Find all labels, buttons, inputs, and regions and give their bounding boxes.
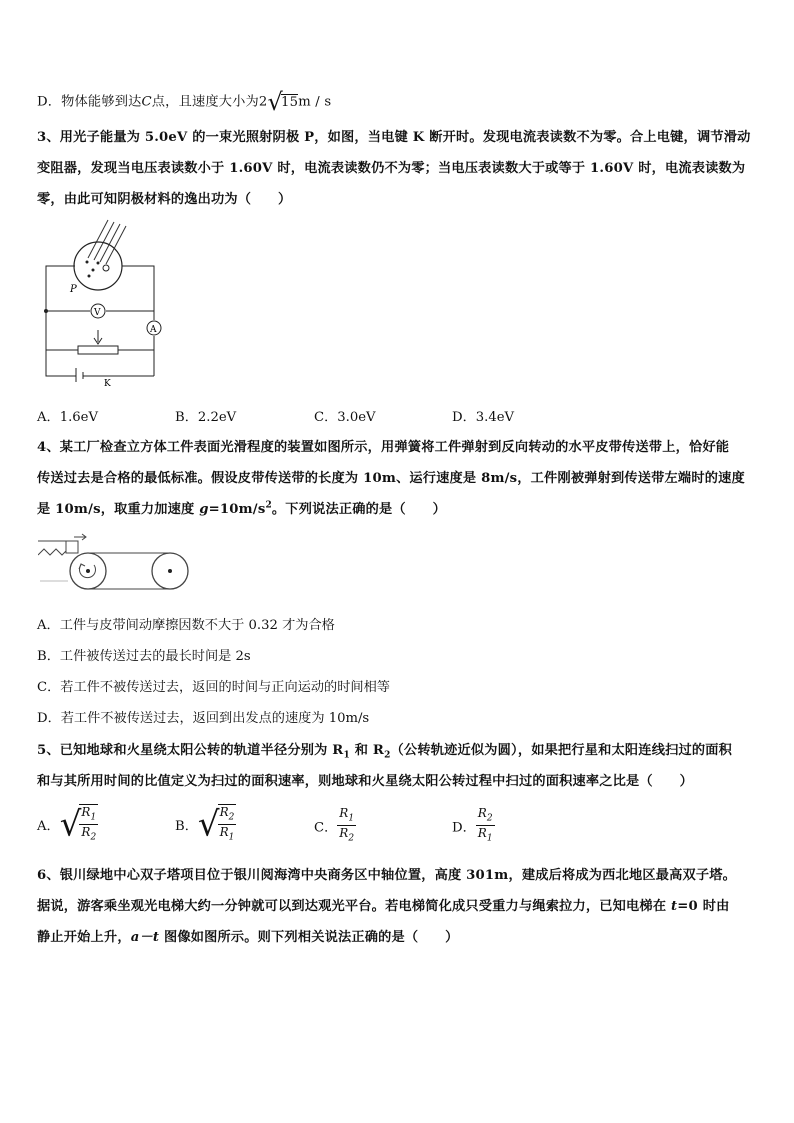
- q4-option-c: C．若工件不被传送过去，返回的时间与正向运动的时间相等: [37, 680, 390, 695]
- q2-option-d-coef: 2: [258, 94, 268, 110]
- conveyor-belt-diagram: [38, 533, 192, 593]
- q6-stem-line-3: 静止开始上升，a－t 图像如图所示。则下列相关说法正确的是（ ）: [37, 930, 459, 945]
- q2-option-d-radicand: 15: [281, 95, 299, 110]
- q2-option-d-prefix: D．物体能够到达: [37, 94, 142, 110]
- q5-stem-line-1: 5、已知地球和火星绕太阳公转的轨道半径分别为 $R_1$ 和 $R_2$（公转轨迹近似为圆），如果把行星和太阳连线扫过的面积: [37, 743, 733, 761]
- q5-option-c: C． $\frac{R_1}{R_2}$: [314, 806, 355, 844]
- label-a: A: [150, 325, 157, 335]
- q2-option-d-mid: 点，且速度大小为: [151, 94, 259, 110]
- q3-option-d: D．3.4eV: [452, 410, 515, 425]
- q4-option-a: A．工件与皮带间动摩擦因数不大于 0.32 才为合格: [37, 618, 335, 633]
- sqrt-symbol: √ $\frac{R_1}{R_2}$: [59, 804, 97, 845]
- q5-option-a: A．√ $\frac{R_1}{R_2}$: [37, 804, 97, 845]
- sqrt-symbol: √ $\frac{R_2}{R_1}$: [197, 804, 235, 845]
- q2-option-d-point: C: [141, 94, 152, 110]
- q4-stem-line-2: 传送过去是合格的最低标准。假设皮带传送带的长度为 10m、运行速度是 8m/s，工件刚被弹射到传送带左端时的速度: [37, 471, 745, 486]
- q3-option-c: C．3.0eV: [314, 410, 376, 425]
- label-v: V: [94, 308, 101, 318]
- q6-stem-line-2: 据说，游客乘坐观光电梯大约一分钟就可以到达观光平台。若电梯简化成只受重力与绳索拉力，已知电梯在 t=0 时由: [37, 899, 730, 914]
- q6-stem-line-1: 6、银川绿地中心双子塔项目位于银川阅海湾中央商务区中轴位置，高度 301m，建成后将成为西北地区最高双子塔。: [37, 868, 737, 883]
- q3-stem-line-1: 3、用光子能量为 5.0eV 的一束光照射阴极 P，如图，当电键 K 断开时。发现电流表读数不为零。合上电键，调节滑动: [37, 130, 751, 145]
- q2-option-d-unit: m / s: [298, 94, 332, 110]
- sqrt-symbol: √15: [267, 88, 299, 116]
- q3-option-b: B．2.2eV: [175, 410, 237, 425]
- q5-stem-line-2: 和与其所用时间的比值定义为扫过的面积速率，则地球和火星绕太阳公转过程中扫过的面积速率之比是（ ）: [37, 774, 693, 789]
- q5-option-b: B．√ $\frac{R_2}{R_1}$: [175, 804, 235, 845]
- q5-option-d: D． $\frac{R_2}{R_1}$: [452, 806, 493, 844]
- photoelectric-circuit-diagram: [38, 218, 168, 390]
- q3-stem-line-2: 变阻器，发现当电压表读数小于 1.60V 时，电流表读数仍不为零；当电压表读数大于或等于 1.60V 时，电流表读数为: [37, 161, 746, 176]
- q4-stem-line-3: 是 10m/s，取重力加速度 $g=10m/s^2$。下列说法正确的是（ ）: [37, 500, 446, 517]
- q4-stem-line-1: 4、某工厂检查立方体工件表面光滑程度的装置如图所示，用弹簧将工件弹射到反向转动的水平皮带传送带上，恰好能: [37, 440, 730, 455]
- label-p: P: [70, 284, 77, 295]
- q3-stem-line-3: 零，由此可知阴极材料的逸出功为（ ）: [37, 192, 292, 207]
- q4-option-d: D．若工件不被传送过去，返回到出发点的速度为 10m/s: [37, 711, 370, 726]
- label-k: K: [104, 379, 111, 389]
- q4-option-b: B．工件被传送过去的最长时间是 2s: [37, 649, 251, 664]
- q3-option-a: A．1.6eV: [37, 410, 99, 425]
- q2-option-d: [37, 88, 331, 116]
